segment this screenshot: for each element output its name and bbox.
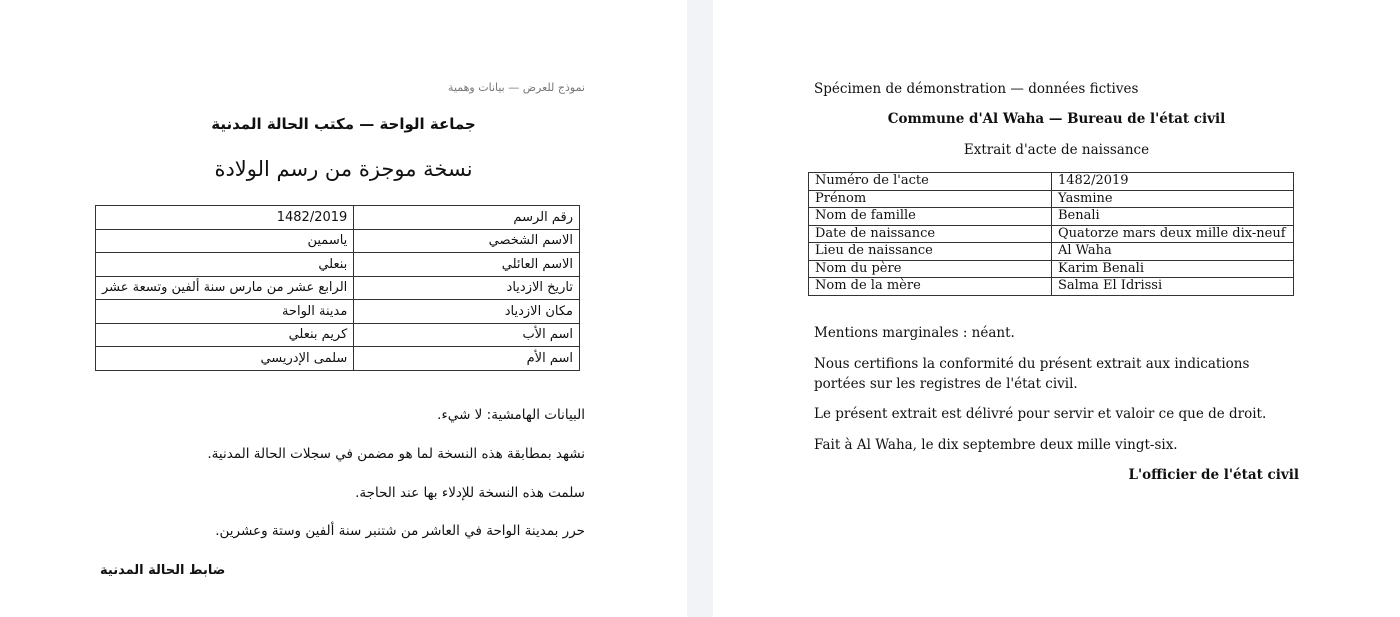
fr-delivery-text: Le présent extrait est délivré pour servir et valoir ce que de droit. bbox=[814, 406, 1267, 422]
page-gutter bbox=[687, 0, 713, 617]
ar-place-date-text: حرر بمدينة الواحة في العاشر من شتنبر سنة ألفين وستة وعشرين. bbox=[215, 523, 585, 539]
fr-certification-text: Nous certifions la conformité du présent extrait aux indications portées sur les registres de l'état civil. bbox=[814, 356, 1250, 392]
row-value: Quatorze mars deux mille dix-neuf bbox=[1052, 225, 1294, 243]
ar-office-header: جماعة الواحة — مكتب الحالة المدنية bbox=[211, 115, 476, 133]
table-row bbox=[809, 243, 1294, 261]
fr-place-date-text: Fait à Al Waha, le dix septembre deux mille vingt-six. bbox=[814, 437, 1178, 453]
arabic-page bbox=[0, 0, 687, 617]
row-value: ياسمين bbox=[96, 229, 354, 253]
row-value: 1482/2019 bbox=[96, 206, 354, 230]
table-row bbox=[96, 347, 580, 371]
row-label: Lieu de naissance bbox=[809, 243, 1052, 261]
fr-document-title: Extrait d'acte de naissance bbox=[963, 142, 1150, 158]
french-page bbox=[713, 0, 1400, 617]
row-label: اسم الأب bbox=[354, 323, 580, 347]
row-label: Nom de famille bbox=[809, 208, 1052, 226]
table-row bbox=[809, 260, 1294, 278]
table-row bbox=[96, 206, 580, 230]
table-row bbox=[809, 173, 1294, 191]
table-row bbox=[96, 323, 580, 347]
table-row bbox=[96, 300, 580, 324]
row-value: سلمى الإدريسي bbox=[96, 347, 354, 371]
ar-officer-signature-label: ضابط الحالة المدنية bbox=[100, 563, 226, 578]
ar-delivery-text: سلمت هذه النسخة للإدلاء بها عند الحاجة. bbox=[355, 485, 585, 501]
row-value: Karim Benali bbox=[1052, 260, 1294, 278]
row-value: كريم بنعلي bbox=[96, 323, 354, 347]
table-row bbox=[809, 225, 1294, 243]
table-row bbox=[96, 229, 580, 253]
table-row bbox=[96, 276, 580, 300]
row-value: Benali bbox=[1052, 208, 1294, 226]
row-value: بنعلي bbox=[96, 253, 354, 277]
ar-document-title: نسخة موجزة من رسم الولادة bbox=[214, 157, 473, 181]
row-label: رقم الرسم bbox=[354, 206, 580, 230]
fr-marginal-mentions: Mentions marginales : néant. bbox=[814, 325, 1015, 341]
row-label: Nom de la mère bbox=[809, 278, 1052, 296]
row-label: Numéro de l'acte bbox=[809, 173, 1052, 191]
row-label: Date de naissance bbox=[809, 225, 1052, 243]
table-row bbox=[809, 190, 1294, 208]
row-label: الاسم الشخصي bbox=[354, 229, 580, 253]
ar-certification-text: نشهد بمطابقة هذه النسخة لما هو مضمن في سجلات الحالة المدنية. bbox=[207, 446, 585, 462]
ar-specimen-note: نموذج للعرض — بيانات وهمية bbox=[448, 81, 585, 94]
fr-office-header: Commune d'Al Waha — Bureau de l'état civil bbox=[887, 111, 1226, 127]
fr-specimen-note: Spécimen de démonstration — données fictives bbox=[814, 81, 1139, 97]
row-label: تاريخ الازدياد bbox=[354, 276, 580, 300]
row-value: Al Waha bbox=[1052, 243, 1294, 261]
row-value: 1482/2019 bbox=[1052, 173, 1294, 191]
table-row bbox=[96, 253, 580, 277]
table-row bbox=[809, 208, 1294, 226]
row-label: Prénom bbox=[809, 190, 1052, 208]
row-value: Salma El Idrissi bbox=[1052, 278, 1294, 296]
row-label: Nom du père bbox=[809, 260, 1052, 278]
row-value: Yasmine bbox=[1052, 190, 1294, 208]
ar-birth-record-table bbox=[95, 205, 580, 371]
row-label: الاسم العائلي bbox=[354, 253, 580, 277]
table-row bbox=[809, 278, 1294, 296]
row-label: اسم الأم bbox=[354, 347, 580, 371]
fr-officer-signature-label: L'officier de l'état civil bbox=[1128, 467, 1299, 483]
fr-birth-record-table bbox=[808, 172, 1294, 296]
row-value: الرابع عشر من مارس سنة ألفين وتسعة عشر bbox=[96, 276, 354, 300]
ar-marginal-mentions: البيانات الهامشية: لا شيء. bbox=[437, 407, 585, 423]
row-value: مدينة الواحة bbox=[96, 300, 354, 324]
row-label: مكان الازدياد bbox=[354, 300, 580, 324]
